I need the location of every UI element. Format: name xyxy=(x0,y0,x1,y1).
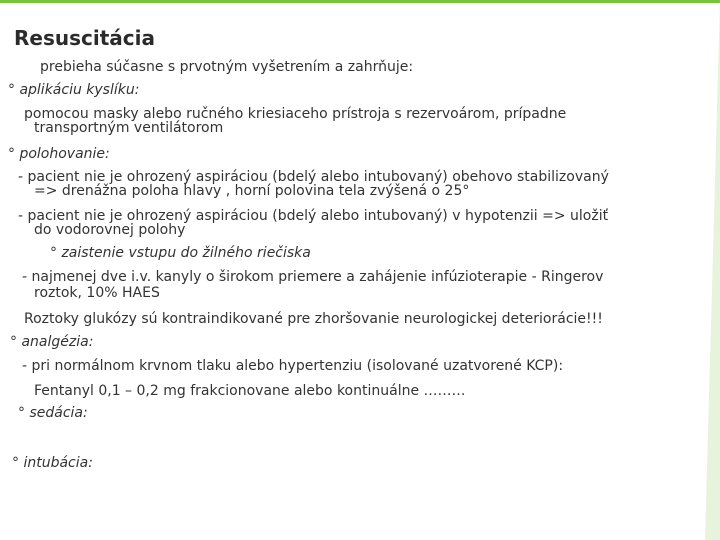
heading-iv-access: ° zaistenie vstupu do žilného riečiska xyxy=(50,245,311,261)
iv-access-detail: - najmenej dve i.v. kanyly o širokom priemere a zahájenie infúzioterapie - Ringerov xyxy=(22,269,604,285)
right-decoration xyxy=(660,0,720,540)
heading-intubation: ° intubácia: xyxy=(12,455,93,471)
heading-oxygen: ° aplikáciu kyslíku: xyxy=(8,82,140,98)
analgesia-detail: - pri normálnom krvnom tlaku alebo hypertenziu (isolované uzatvorené KCP): xyxy=(22,358,564,374)
top-accent-bar xyxy=(0,0,720,3)
positioning-item-2: - pacient nie je ohrozený aspiráciou (bdelý alebo intubovaný) v hypotenzii => uložiť xyxy=(18,208,609,224)
heading-positioning: ° polohovanie: xyxy=(8,146,110,162)
slide-title: Resuscitácia xyxy=(14,26,155,50)
heading-sedation: ° sedácia: xyxy=(18,405,88,421)
positioning-item-2-cont: do vodorovnej polohy xyxy=(34,222,186,238)
analgesia-dose: Fentanyl 0,1 – 0,2 mg frakcionovane alebo kontinuálne ……… xyxy=(34,383,466,399)
intro-line: prebieha súčasne s prvotným vyšetrením a zahrňuje: xyxy=(40,59,414,75)
glucose-warning: Roztoky glukózy sú kontraindikované pre zhoršovanie neurologickej deteriorácie!!! xyxy=(24,311,603,327)
iv-access-detail-cont: roztok, 10% HAES xyxy=(34,285,160,301)
positioning-item-1-cont: => drenážna poloha hlavy , horní polovina tela zvýšená o 25° xyxy=(34,183,470,199)
positioning-item-1: - pacient nie je ohrozený aspiráciou (bdelý alebo intubovaný) obehovo stabilizovaný xyxy=(18,169,609,185)
oxygen-detail-cont: transportným ventilátorom xyxy=(34,120,224,136)
heading-analgesia: ° analgézia: xyxy=(10,334,94,350)
oxygen-detail: pomocou masky alebo ručného kriesiaceho prístroja s rezervoárom, prípadne xyxy=(24,106,567,122)
